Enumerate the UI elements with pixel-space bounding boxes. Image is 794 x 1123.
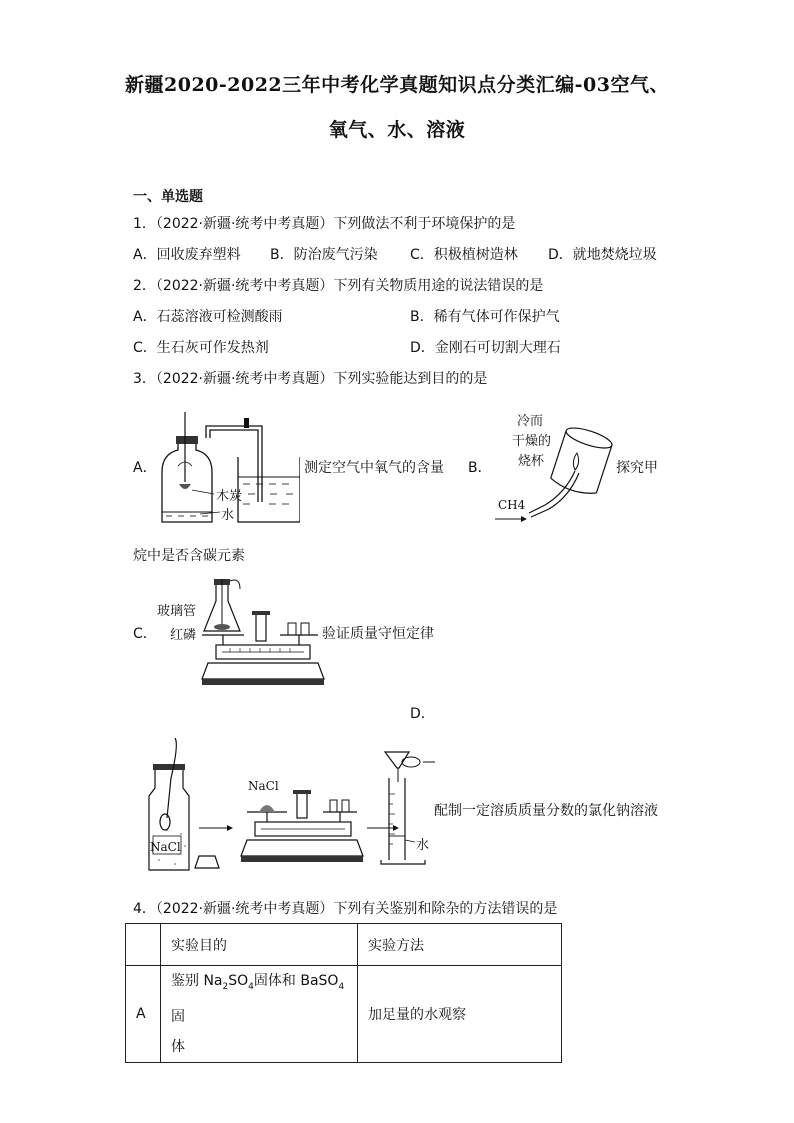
q3-d-water-label: 水 [416,838,430,853]
table-header-row [126,924,562,966]
q1-option-b: B．防治废气污染 [270,247,378,263]
q3-option-d-prefix: D． [410,706,435,722]
q2-option-c: C．生石灰可作发热剂 [133,340,269,356]
q1-option-a: A．回收废弃塑料 [133,247,241,263]
q3-b-label-3: 烧杯 [518,454,545,469]
q2-option-a: A．石蕊溶液可检测酸雨 [133,309,283,325]
q4-stem: 4．（2022·新疆·统考中考真题）下列有关鉴别和除杂的方法错误的是 [133,901,558,917]
table-row-label: A [126,966,161,1063]
q2-option-b: B．稀有气体可作保护气 [410,309,560,325]
q3-c-label-phosphorus: 红磷 [170,628,197,643]
q3-option-b-text-cont: 烷中是否含碳元素 [133,548,245,564]
q3-option-a-text: 测定空气中氧气的含量 [304,460,444,476]
q3-option-c-text: 验证质量守恒定律 [322,626,434,642]
q2-option-d: D．金刚石可切割大理石 [410,340,561,356]
q1-option-c: C．积极植树造林 [410,247,518,263]
q3-option-b-text: 探究甲 [616,460,658,476]
purpose-text-2: SO [228,973,249,989]
q3-option-a-prefix: A． [133,460,157,476]
table-row-purpose [161,966,358,1063]
q3-option-b-prefix: B． [468,460,492,476]
q3-stem: 3．（2022·新疆·统考中考真题）下列实验能达到目的的是 [133,371,488,387]
purpose-sub-1: 2 [222,981,229,992]
q3-a-label-charcoal: 木炭 [216,489,243,504]
table-header-blank [126,924,161,966]
table-row [126,966,562,1063]
purpose-text-1: 鉴别 Na [171,973,223,989]
purpose-sub-2: 4 [248,981,254,992]
document-title-line2: 氧气、水、溶液 [328,119,466,141]
q3-a-label-water: 水 [221,508,235,523]
q3-c-label-tube: 玻璃管 [157,604,197,619]
section-heading: 一、单选题 [133,189,203,205]
q1-stem: 1．（2022·新疆·统考中考真题）下列做法不利于环境保护的是 [133,216,516,232]
q2-stem: 2．（2022·新疆·统考中考真题）下列有关物质用途的说法错误的是 [133,278,544,294]
q3-b-ch4-label: CH4 [498,498,526,512]
table-header-method: 实验方法 [358,924,562,966]
q3-d-nacl-bottle-label: NaCl [150,840,181,854]
q3-b-label-1: 冷而 [517,414,544,429]
table-header-purpose: 实验目的 [161,924,358,966]
q3-option-c-prefix: C． [133,626,157,642]
purpose-text-3: 固体和 BaSO [253,973,339,989]
q3-b-label-2: 干燥的 [512,434,552,449]
q1-option-d: D．就地焚烧垃圾 [548,247,657,263]
purpose-sub-3: 4 [338,981,345,992]
purpose-text-5: 体 [171,1038,185,1055]
document-title-line1: 新疆2020-2022三年中考化学真题知识点分类汇编-03空气、 [125,74,669,96]
purpose-text-4: 固 [171,1008,185,1025]
table-row-method: 加足量的水观察 [358,966,562,1063]
q3-d-nacl-pan-label: NaCl [248,779,279,793]
q4-table [125,923,562,1063]
q3-c-balance-flask-diagram [200,575,325,690]
q3-option-d-text: 配制一定溶质质量分数的氯化钠溶液 [434,803,658,819]
